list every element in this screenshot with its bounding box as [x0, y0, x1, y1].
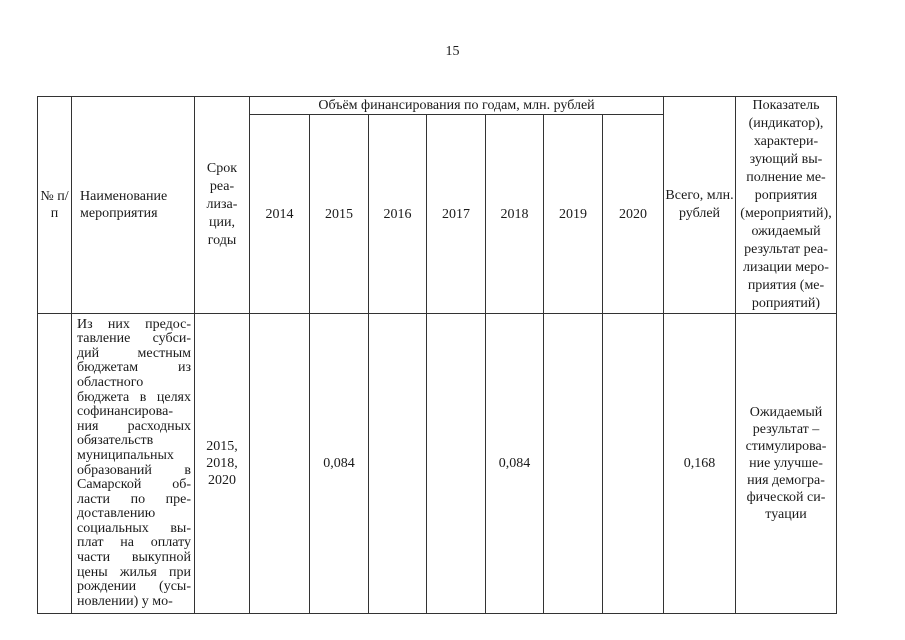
row-value-2016 [369, 314, 427, 614]
row-total: 0,168 [664, 314, 736, 614]
funding-table [37, 96, 837, 614]
header-num: № п/п [38, 97, 72, 314]
row-indicator [736, 314, 837, 614]
header-year: 2017 [427, 115, 486, 314]
header-indicator: Показатель (индикатор), характери-зующий вы-полнение ме-роприятия (мероприятий), ожидаемый результат реа-лизации меро-приятия (ме-роприятий) [736, 97, 837, 314]
header-term: Срок реа-лиза-ции, годы [195, 97, 250, 314]
row-name-text: Из них предос-тавление субси-дий местным бюджетам из областного бюджета в целях софинансирова-ния расходных обязательств муниципальных образований в Самарской об-ласти по пре-доставлению социальных вы-плат на оплату части выкупной цены жилья при рождении (усы-новлении) у мо- [77, 316, 191, 609]
header-year: 2018 [486, 115, 544, 314]
row-num [38, 314, 72, 614]
row-value-2019 [544, 314, 603, 614]
header-total: Всего, млн. рублей [664, 97, 736, 314]
row-indicator-text: Ожидаемый результат – стимулирова-ние улучше-ния демогра-фической си-туации [745, 405, 827, 522]
header-year: 2016 [369, 115, 427, 314]
header-year: 2014 [250, 115, 310, 314]
header-year: 2020 [603, 115, 664, 314]
header-year: 2015 [310, 115, 369, 314]
header-year: 2019 [544, 115, 603, 314]
row-value-2014 [250, 314, 310, 614]
row-value-2017 [427, 314, 486, 614]
row-value-2015: 0,084 [310, 314, 369, 614]
row-name [72, 314, 195, 614]
row-value-2020 [603, 314, 664, 614]
header-name: Наименование мероприятия [72, 97, 195, 314]
page-number: 15 [445, 44, 460, 59]
row-term: 2015, 2018, 2020 [195, 314, 250, 614]
header-funding-group: Объём финансирования по годам, млн. рублей [250, 97, 664, 115]
row-value-2018: 0,084 [486, 314, 544, 614]
